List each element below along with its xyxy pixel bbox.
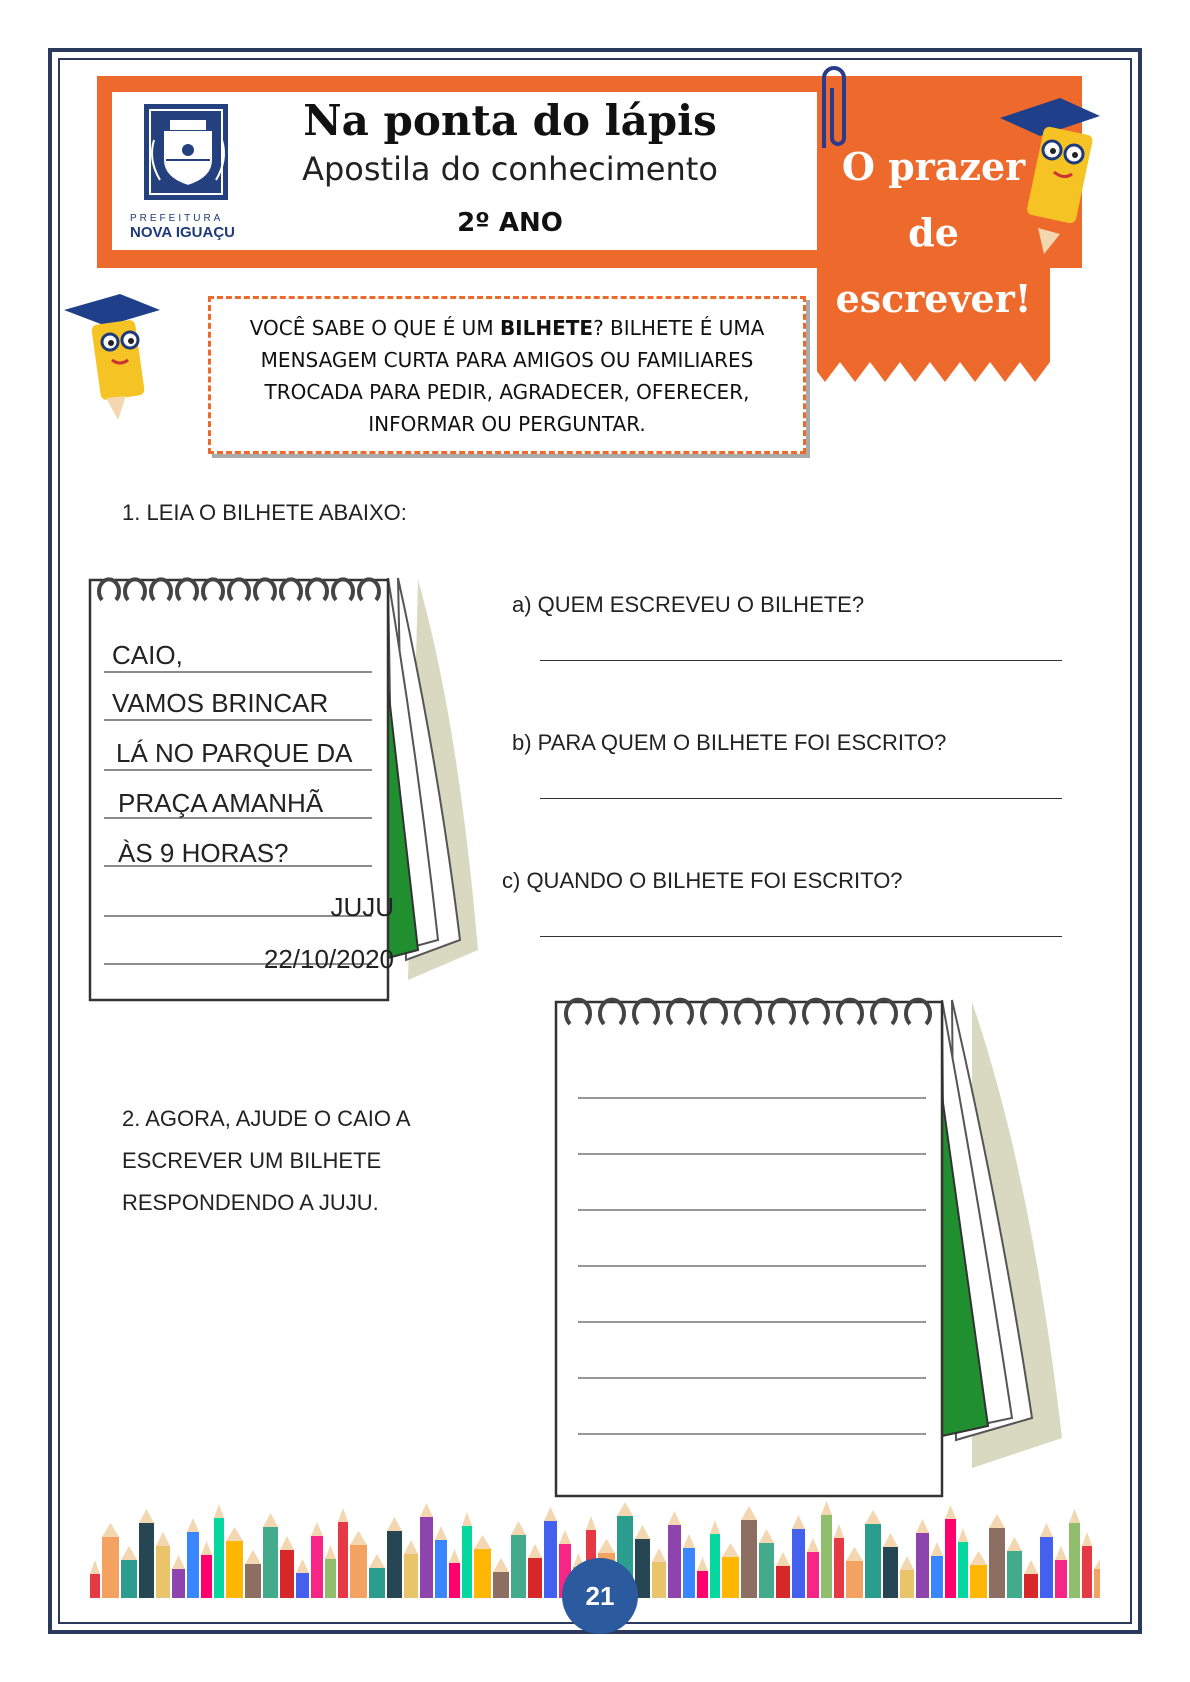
- info-bold-word: BILHETE: [499, 316, 594, 340]
- logo-caption-small: PREFEITURA: [130, 213, 224, 224]
- ribbon-line-3: escrever!: [835, 276, 1032, 321]
- note-line: CAIO,: [112, 640, 183, 670]
- info-text-end: ? BILHETE É UMA MENSAGEM CURTA PARA AMIGOS OU FAMILIARES TROCADA PARA PEDIR, AGRADECER, OFERECER, INFORMAR OU PERGUNTAR.: [260, 316, 765, 436]
- grade-label: 2º ANO: [457, 208, 563, 238]
- answer-line-c[interactable]: [540, 936, 1062, 937]
- answer-line-a[interactable]: [540, 660, 1062, 661]
- question-1: 1. LEIA O BILHETE ABAIXO:: [122, 500, 407, 525]
- question-a: a) QUEM ESCREVEU O BILHETE?: [512, 592, 865, 617]
- note-line: LÁ NO PARQUE DA: [116, 738, 353, 768]
- question-2: 2. AGORA, AJUDE O CAIO A ESCREVER UM BILHETE RESPONDENDO A JUJU.: [122, 1106, 410, 1215]
- note-line: ÀS 9 HORAS?: [118, 838, 289, 868]
- note-line: PRAÇA AMANHÃ: [118, 788, 324, 818]
- paperclip-icon: [812, 58, 856, 154]
- answer-line-b[interactable]: [540, 798, 1062, 799]
- pencil-mascot-icon: [60, 288, 170, 428]
- note-signature: JUJU: [330, 892, 394, 922]
- pencil-mascot-icon: [990, 88, 1110, 258]
- question-b: b) PARA QUEM O BILHETE FOI ESCRITO?: [512, 730, 947, 755]
- logo-caption: NOVA IGUAÇU: [130, 224, 235, 241]
- note-line: VAMOS BRINCAR: [112, 688, 329, 718]
- info-text-start: VOCÊ SABE O QUE É UM: [249, 316, 500, 340]
- info-text: [222, 312, 792, 440]
- spiral-notepad-icon[interactable]: [552, 978, 1082, 1518]
- page-subtitle: Apostila do conhecimento: [302, 150, 718, 188]
- question-c: c) QUANDO O BILHETE FOI ESCRITO?: [502, 868, 903, 893]
- note-date: 22/10/2020: [263, 944, 394, 974]
- page-title: Na ponta do lápis: [303, 96, 717, 145]
- ribbon-line-1: O prazer: [841, 144, 1026, 189]
- ribbon-line-2: de: [908, 210, 959, 255]
- page-number-badge: 21: [562, 1558, 638, 1634]
